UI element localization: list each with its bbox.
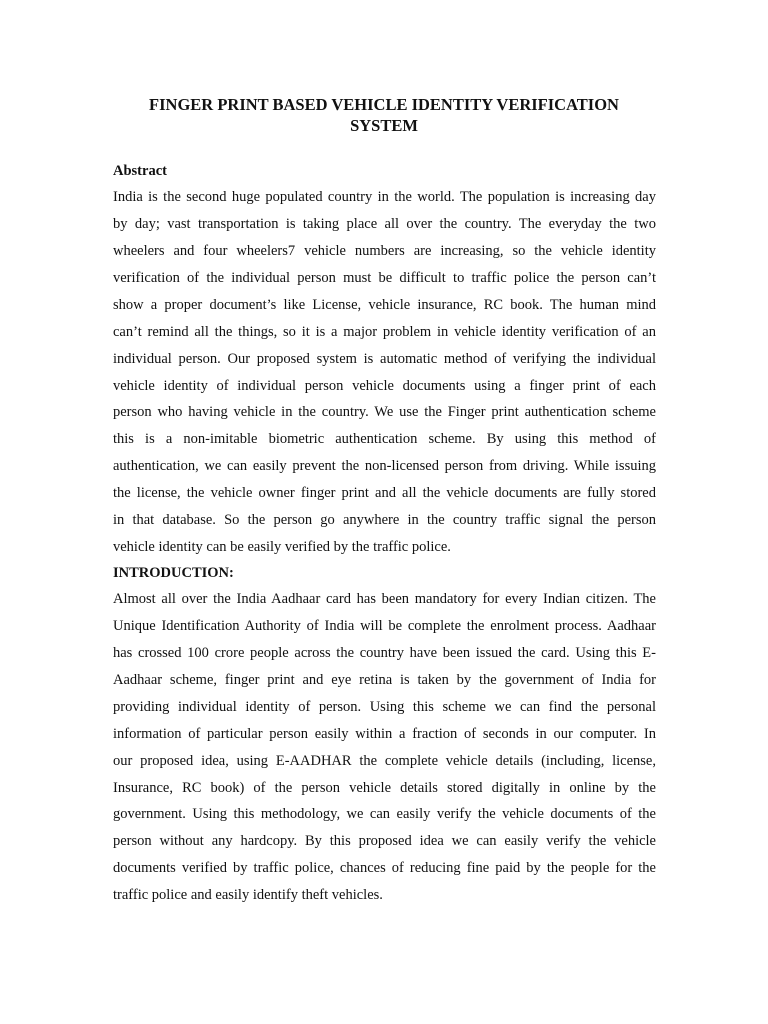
- abstract-line: vehicle identity of individual person vehicle documents using a finger print of each: [113, 378, 656, 394]
- abstract-line: authentication, we can easily prevent the non-licensed person from driving. While issuing: [113, 458, 656, 474]
- introduction-line: Unique Identification Authority of India will be complete the enrolment process. Aadhaar: [113, 618, 656, 634]
- introduction-line: information of particular person easily within a fraction of seconds in our computer. In: [113, 726, 656, 742]
- abstract-line: verification of the individual person must be difficult to traffic police the person can’t: [113, 270, 656, 286]
- abstract-line: India is the second huge populated country in the world. The population is increasing day: [113, 189, 656, 205]
- introduction-line: Almost all over the India Aadhaar card has been mandatory for every Indian citizen. The: [113, 591, 656, 607]
- document-title-line-1: FINGER PRINT BASED VEHICLE IDENTITY VERIFICATION: [149, 95, 619, 114]
- introduction-line: providing individual identity of person. Using this scheme we can find the personal: [113, 699, 656, 715]
- abstract-line: individual person. Our proposed system is automatic method of verifying the individual: [113, 351, 656, 367]
- introduction-line: Insurance, RC book) of the person vehicle details stored digitally in online by the: [113, 780, 656, 796]
- introduction-line: has crossed 100 crore people across the country have been issued the card. Using this E-: [113, 645, 656, 661]
- abstract-line: by day; vast transportation is taking place all over the country. The everyday the two: [113, 216, 656, 232]
- abstract-line: can’t remind all the things, so it is a major problem in vehicle identity verification of an: [113, 324, 656, 340]
- introduction-line: our proposed idea, using E-AADHAR the complete vehicle details (including, license,: [113, 753, 656, 769]
- introduction-line: person without any hardcopy. By this proposed idea we can easily verify the vehicle: [113, 833, 656, 849]
- introduction-line: Aadhaar scheme, finger print and eye retina is taken by the government of India for: [113, 672, 656, 688]
- abstract-line: vehicle identity can be easily verified by the traffic police.: [113, 539, 451, 555]
- introduction-line: traffic police and easily identify theft vehicles.: [113, 887, 383, 903]
- abstract-line: show a proper document’s like License, vehicle insurance, RC book. The human mind: [113, 297, 656, 313]
- abstract-line: person who having vehicle in the country. We use the Finger print authentication scheme: [113, 404, 656, 420]
- introduction-heading: INTRODUCTION:: [113, 565, 234, 581]
- abstract-line: the license, the vehicle owner finger print and all the vehicle documents are fully stored: [113, 485, 656, 501]
- abstract-line: in that database. So the person go anywhere in the country traffic signal the person: [113, 512, 656, 528]
- abstract-line: this is a non-imitable biometric authentication scheme. By using this method of: [113, 431, 656, 447]
- abstract-line: wheelers and four wheelers7 vehicle numbers are increasing, so the vehicle identity: [113, 243, 656, 259]
- introduction-line: documents verified by traffic police, chances of reducing fine paid by the people for the: [113, 860, 656, 876]
- document-title-line-2: SYSTEM: [350, 116, 418, 135]
- introduction-line: government. Using this methodology, we can easily verify the vehicle documents of the: [113, 806, 656, 822]
- abstract-heading: Abstract: [113, 163, 167, 179]
